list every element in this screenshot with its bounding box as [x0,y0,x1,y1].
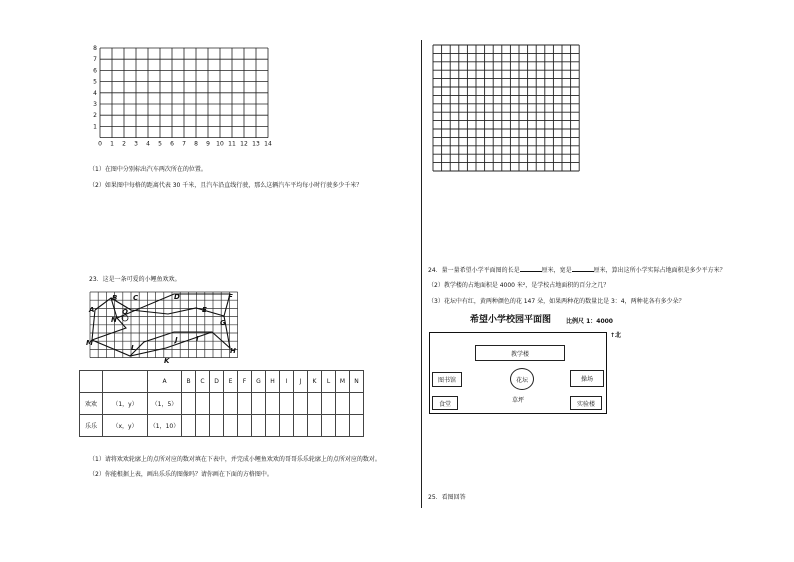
table-header-cell: A [148,371,182,393]
table-cell [336,415,350,437]
table-cell: （x，y） [103,415,148,437]
table-cell [322,415,336,437]
table-header-cell: M [336,371,350,393]
table-cell [266,393,280,415]
table-cell [322,393,336,415]
table-header-cell: C [196,371,210,393]
north-indicator [610,332,621,340]
q23-sub2: （2）你能根据上表，画出乐乐的图像吗？请你画在下面的方格图中。 [89,471,273,478]
table-header-cell: G [252,371,266,393]
y-tick-label: 6 [93,67,97,75]
fish-label-f: F [228,293,233,301]
blank-grid [432,44,582,172]
fish-label-b: B [112,294,118,302]
canteen: 食堂 [432,396,458,410]
q24-line1-part-a: 24．量一量希望小学平面图的长是 [428,267,520,274]
table-row [80,415,364,437]
x-tick-label: 5 [158,140,162,148]
fish-label-m: M [86,339,93,347]
y-tick-label: 3 [93,101,97,108]
length-blank[interactable] [520,271,542,272]
x-tick-label: 12 [240,140,248,148]
table-cell: 欢欢 [80,393,103,415]
table-cell [350,393,364,415]
fish-label-e: E [202,306,207,314]
x-tick-label: 6 [170,140,174,148]
fish-label-j: J [175,336,178,344]
teaching-building: 教学楼 [475,345,565,361]
table-cell [196,393,210,415]
table-cell [238,393,252,415]
table-cell [336,393,350,415]
x-tick-label: 14 [264,140,272,148]
table-cell: （1，10） [148,415,182,437]
width-blank[interactable] [572,271,594,272]
library: 图书馆 [432,372,462,387]
fish-label-n: N [111,316,117,324]
x-tick-label: 3 [134,140,138,148]
table-header-cell: B [182,371,196,393]
table-cell: 乐乐 [80,415,103,437]
y-tick-label: 7 [93,56,97,64]
x-tick-label: 0 [98,140,102,148]
fish-label-a: A [89,306,95,314]
table-header-cell: D [210,371,224,393]
coordinate-table [79,370,364,437]
table-cell [252,415,266,437]
table-cell [210,415,224,437]
x-tick-label: 13 [252,140,260,148]
table-cell [210,393,224,415]
q24-line1-part-b: 厘米，宽是 [541,267,572,274]
lawn-label: 草坪 [512,397,525,404]
fish-label-d: D [174,293,180,301]
table-cell [224,393,238,415]
fish-label-h: H [230,347,236,355]
x-tick-label: 4 [146,140,150,148]
north-label: 北 [615,332,622,339]
fish-grid [84,288,244,366]
fish-label-k: K [164,357,170,365]
fish-label-g: G [220,319,226,327]
x-tick-label: 10 [216,140,224,148]
table-cell [294,415,308,437]
fish-label-l: L [131,344,136,352]
table-header-cell: E [224,371,238,393]
plan-scale: 比例尺 1：4000 [566,318,613,325]
q22-sub2: （2）如果图中每格的距离代表 30 千米，且汽车沿直线行驶，那么这辆汽车平均每小时行驶多少千米？ [89,182,363,189]
table-cell [308,393,322,415]
q24-sub2: （3）花坛中有红，黄两种颜色的花 147 朵，如果两种花的数量比是 3：4，两种花各有多少朵？ [428,298,685,305]
table-header-cell: K [308,371,322,393]
y-tick-label: 5 [93,78,97,86]
table-cell [280,393,294,415]
table-cell [280,415,294,437]
table-cell [308,415,322,437]
coordinate-grid [88,44,278,154]
table-header-cell: N [350,371,364,393]
table-header-cell: L [322,371,336,393]
page-divider [421,40,422,508]
x-tick-label: 7 [182,140,186,148]
x-tick-label: 1 [110,140,114,148]
table-cell [182,415,196,437]
table-header-cell: H [266,371,280,393]
table-header-cell: F [238,371,252,393]
fish-label-i: I [196,335,199,343]
table-header-cell: J [294,371,308,393]
q22-sub1: （1）在图中分别标出汽车两次所在的位置。 [89,166,207,173]
table-header-cell: I [280,371,294,393]
table-cell [224,415,238,437]
table-header-row [80,371,364,393]
y-tick-label: 8 [93,45,97,52]
y-tick-label: 2 [93,112,97,120]
q24-line1 [428,267,726,275]
q23-sub1: （1）请将欢欢轮廓上的点所对应的数对填在下表中，并完成小鲤鱼欢欢的哥哥乐乐轮廓上的点所对应的数对。 [89,456,381,463]
x-tick-label: 11 [228,140,236,148]
table-row [80,393,364,415]
x-tick-label: 9 [206,140,210,148]
table-cell [294,393,308,415]
table-header-cell [80,371,103,393]
north-arrow-icon: ↑ [610,332,616,339]
fish-label-o: O [122,308,128,316]
table-cell: （1，5） [148,393,182,415]
q24-line1-part-c: 厘米，算出这所小学实际占地面积是多少平方米？ [593,267,726,274]
y-tick-label: 4 [93,89,97,97]
fish-label-c: C [133,294,139,302]
x-tick-label: 8 [194,140,198,148]
x-tick-label: 2 [122,140,126,148]
table-header-cell [103,371,148,393]
lab-building: 实验楼 [570,396,602,410]
plan-title: 希望小学校园平面图 [470,315,552,325]
q23-intro: 23．这是一条可爱的小鲤鱼欢欢。 [89,276,181,283]
y-tick-label: 1 [93,123,97,131]
q24-sub1: （2）教学楼的占地面积是 4000 米²，是学校占地面积的百分之几？ [428,282,610,289]
playground: 操场 [570,370,604,387]
table-cell [350,415,364,437]
table-cell: （1，y） [103,393,148,415]
table-cell [238,415,252,437]
table-cell [182,393,196,415]
table-cell [196,415,210,437]
q25-label: 25．看图回答 [428,494,466,501]
table-cell [252,393,266,415]
flower-bed: 花坛 [510,368,534,390]
table-cell [266,415,280,437]
